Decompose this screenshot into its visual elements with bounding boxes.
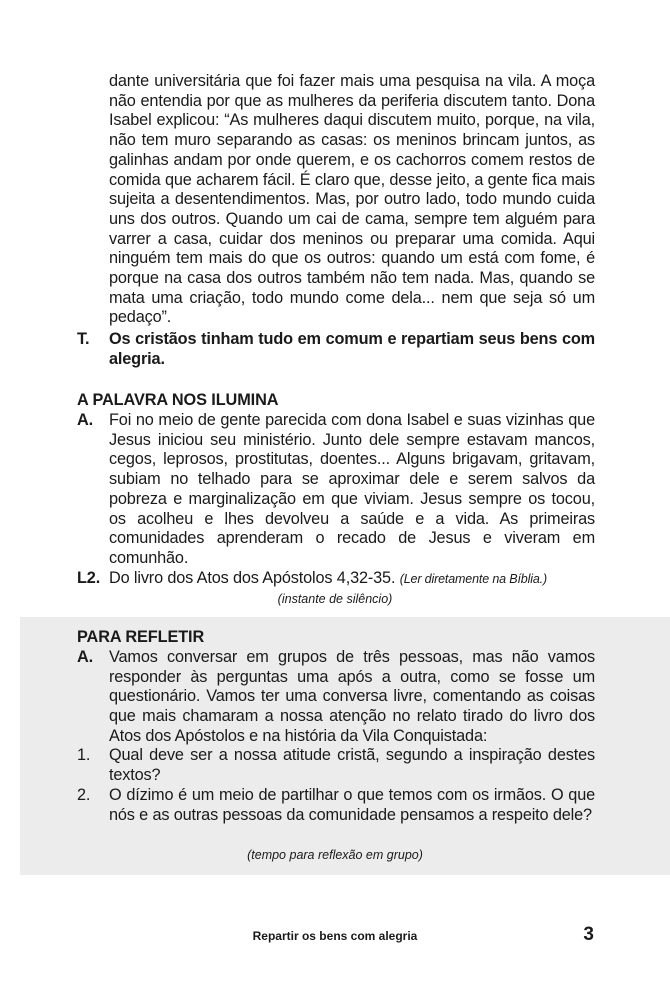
reading-note: (Ler diretamente na Bíblia.) bbox=[399, 572, 547, 586]
question-item bbox=[77, 786, 595, 825]
continuation-paragraph: dante universitária que foi fazer mais uma pesquisa na vila. A moça não entendia por que as mulheres da periferia discutem tanto. Dona Isabel explicou: “As mulheres daqui discutem muito, porque, na vila, não tem muro separando as casas: os meninos brincam juntos, as galinhas andam por onde querem, e os cachorros comem restos de comida que acharem fácil. É claro que, desse jeito, a gente fica mais sujeita a desentendimentos. Mas, por outro lado, todo mundo cuida uns dos outros. Quando um cai de cama, sempre tem alguém para varrer a casa, cuidar dos meninos ou preparar uma comida. Aqui ninguém tem mais do que os outros: quando um está com fome, é porque na casa dos outros também não tem nada. Mas, quando se mata uma criação, todo mundo come dela... nem que seja só um pedaço”. bbox=[109, 72, 595, 327]
response-text: Os cristãos tinham tudo em comum e repartiam seus bens com alegria. bbox=[109, 330, 595, 368]
silence-note: (instante de silêncio) bbox=[277, 592, 393, 606]
reflect-paragraph-item bbox=[77, 648, 595, 747]
response-item bbox=[77, 330, 595, 369]
reading-item bbox=[77, 569, 595, 590]
question-item bbox=[77, 746, 595, 785]
reading-label: L2. bbox=[77, 569, 101, 587]
word-paragraph-item bbox=[77, 411, 595, 569]
reading-text: Do livro dos Atos dos Apóstolos 4,32-35. bbox=[109, 569, 396, 587]
question-label: 1. bbox=[77, 746, 91, 764]
running-footer-title: Repartir os bens com alegria bbox=[252, 929, 418, 943]
group-time-note: (tempo para reflexão em grupo) bbox=[247, 848, 423, 862]
reflect-paragraph-text: Vamos conversar em grupos de três pessoas, mas não vamos responder às perguntas uma após a outra, como se fosse um questionário. Vamos ter uma conversa livre, comentando as coisas que mais chamaram a nossa atenção no relato tirado do livro dos Atos dos Apóstolos e na história da Vila Conquistada: bbox=[109, 648, 595, 745]
reflect-paragraph-label: A. bbox=[77, 648, 93, 666]
page-number: 3 bbox=[583, 924, 594, 945]
reading-line bbox=[109, 569, 595, 590]
section-heading-reflect: PARA REFLETIR bbox=[77, 628, 205, 646]
question-text: O dízimo é um meio de partilhar o que temos com os irmãos. O que nós e as outras pessoas da comunidade pensamos a respeito dele? bbox=[109, 786, 595, 824]
question-text: Qual deve ser a nossa atitude cristã, segundo a inspiração destes textos? bbox=[109, 746, 595, 784]
question-label: 2. bbox=[77, 786, 91, 804]
word-paragraph-label: A. bbox=[77, 411, 93, 429]
response-label: T. bbox=[77, 330, 90, 348]
word-paragraph-text: Foi no meio de gente parecida com dona Isabel e suas vizinhas que Jesus iniciou seu ministério. Junto dele sempre estavam mancos, cegos, leprosos, prostitutas, doentes... Alguns brigavam, gritavam, subiam no telhado para se aproximar dele e serem salvos da pobreza e marginalização em que viviam. Jesus sempre os tocou, os acolheu e lhes devolveu a saúde e a vida. As primeiras comunidades aprenderam o recado de Jesus e viveram em comunhão. bbox=[109, 411, 595, 567]
section-heading-word: A PALAVRA NOS ILUMINA bbox=[77, 391, 279, 409]
